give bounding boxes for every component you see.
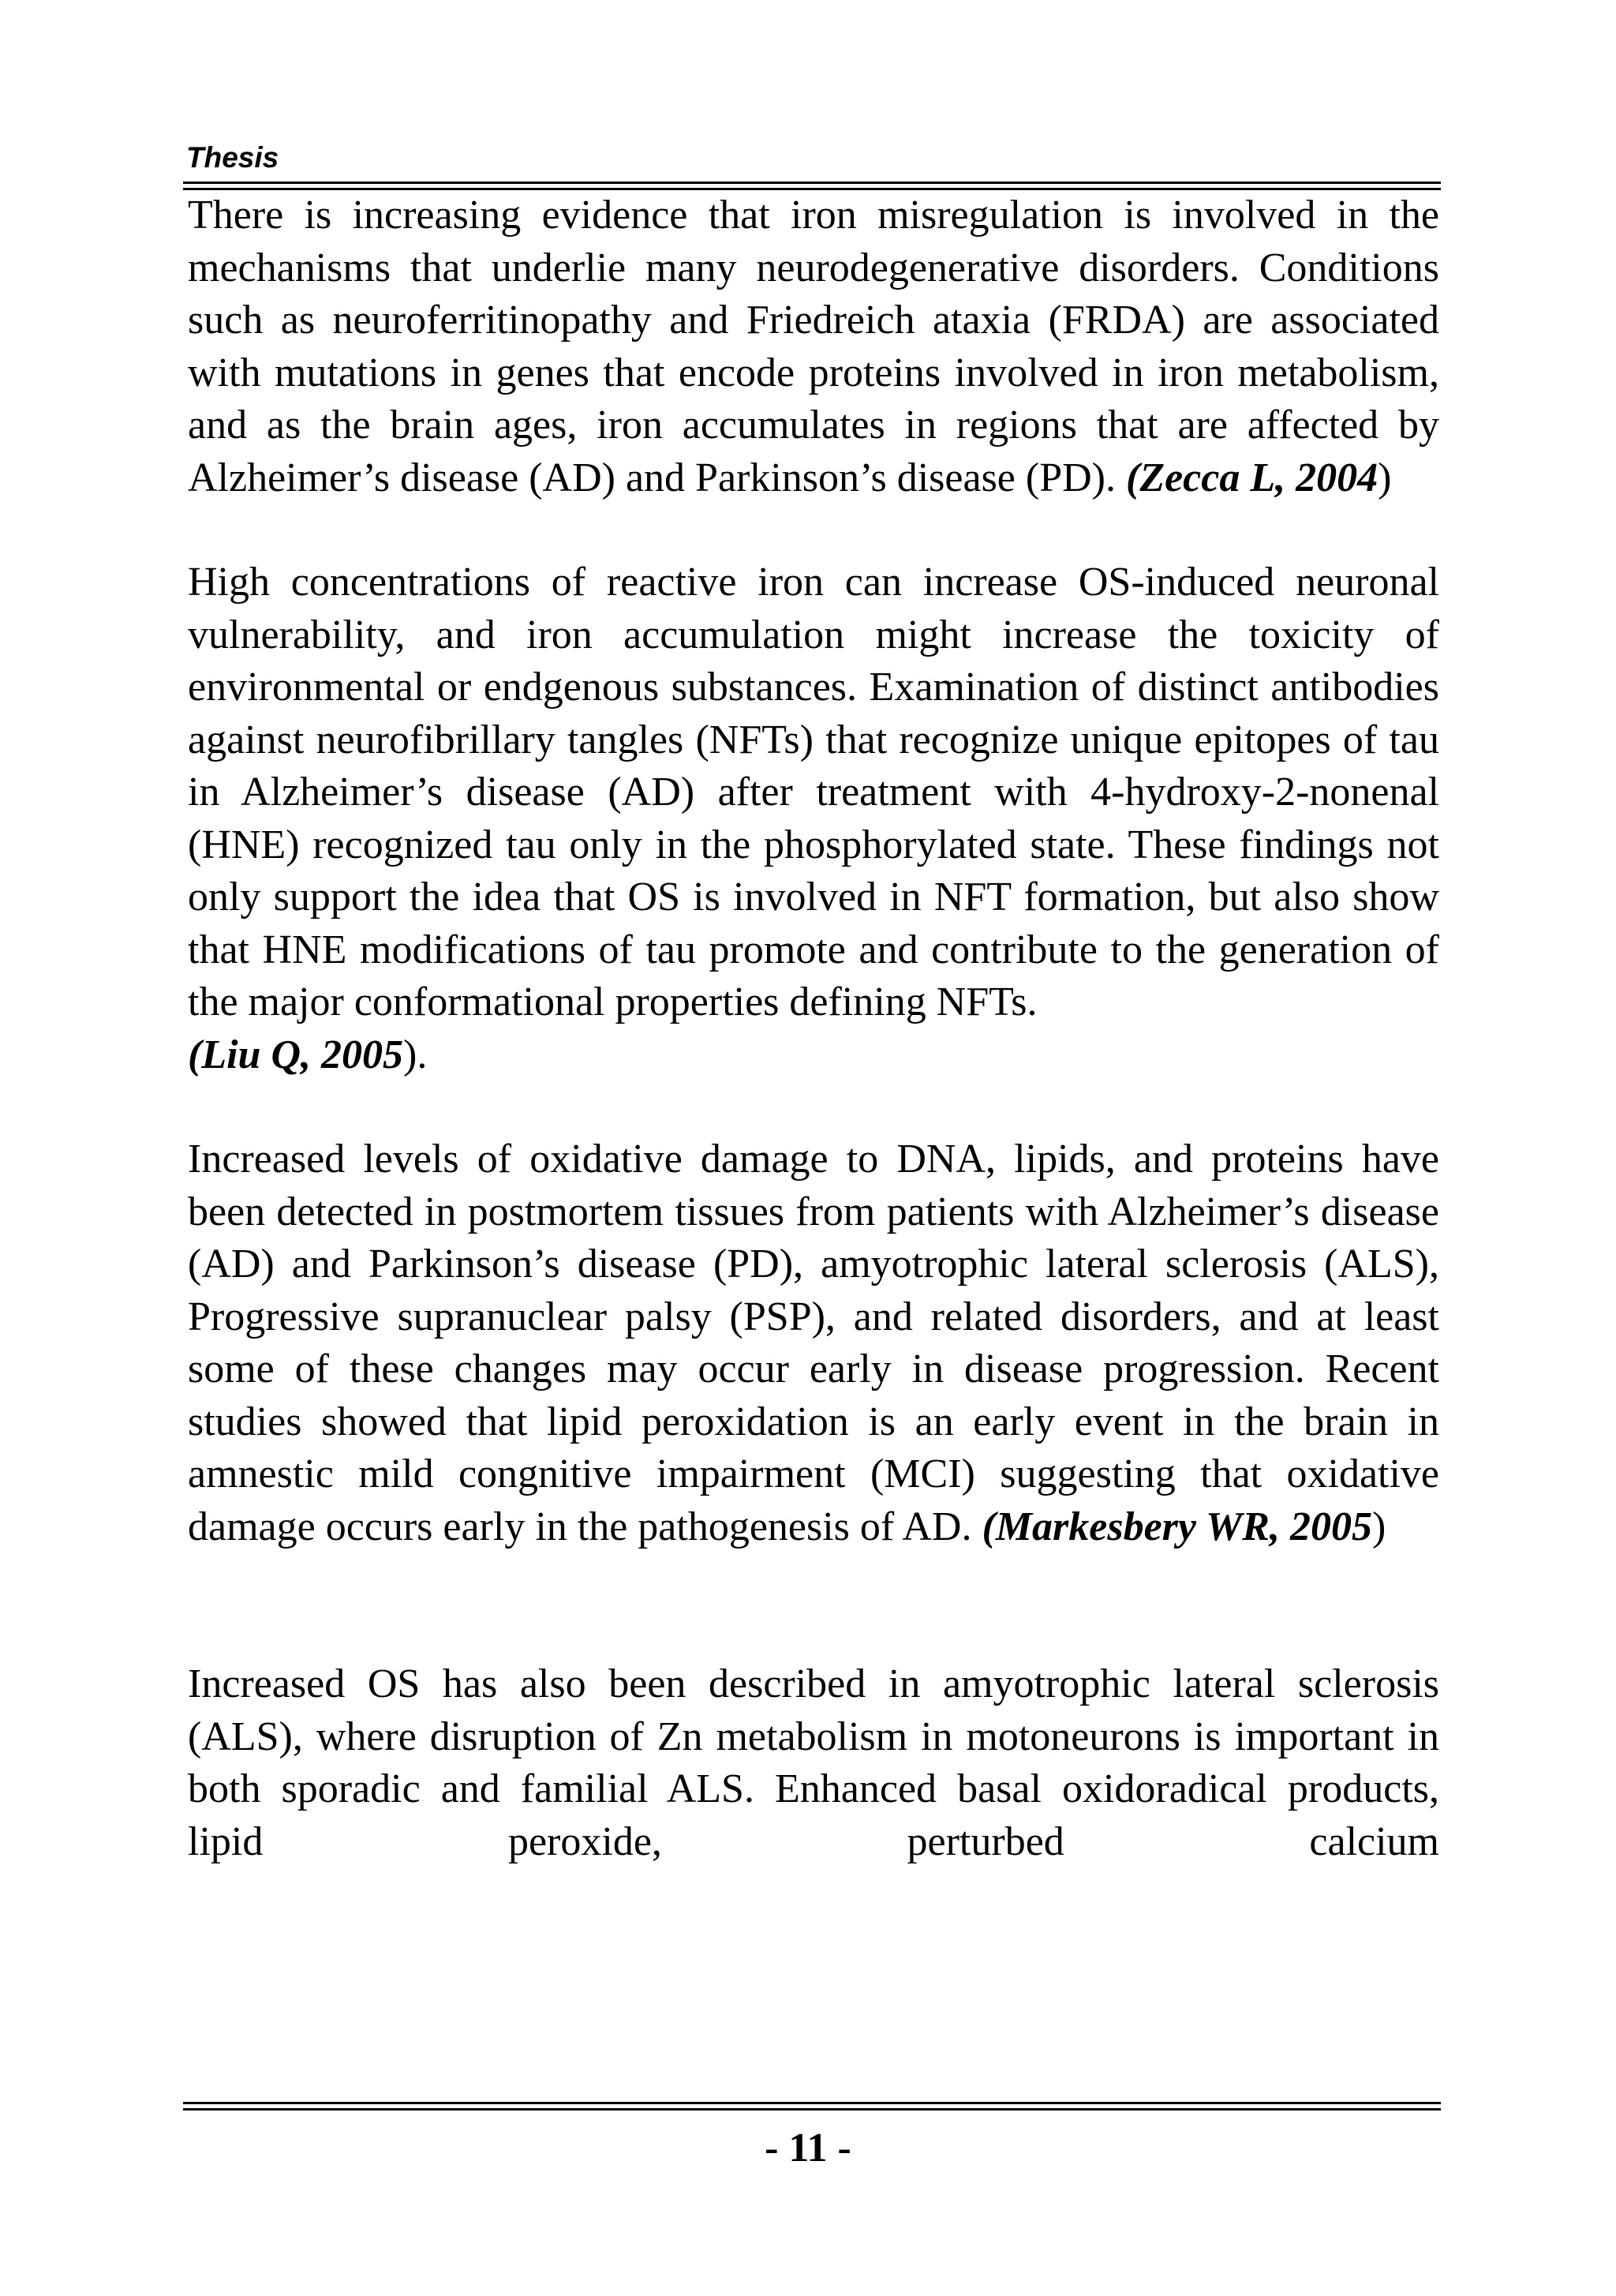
citation: (Liu Q, 2005: [188, 1032, 403, 1077]
paragraph-iron-misregulation: [188, 189, 1439, 504]
paragraph-text: There is increasing evidence that iron misregulation is involved in the mechanisms that underlie many neurodegenerative disorders. Conditions such as neuroferritinopathy and Friedreich ataxia (FRDA) are associated with mutations in genes that encode proteins involved in iron metabolism, and as the brain ages, iron accumulates in regions that are affected by Alzheimer’s disease (AD) and Parkinson’s disease (PD).: [188, 193, 1439, 500]
page-number: - 11 -: [765, 2126, 851, 2171]
paragraph-als: [188, 1658, 1439, 1868]
footer-rule-lower: [183, 2108, 1441, 2111]
paragraph-reactive-iron: [188, 556, 1439, 1081]
citation: (Markesbery WR, 2005: [982, 1504, 1372, 1549]
citation-tail: ): [1378, 455, 1392, 500]
citation-tail: ).: [403, 1032, 428, 1077]
paragraph-text: Increased levels of oxidative damage to DNA, lipids, and proteins have been detected in postmortem tissues from patients with Alzheimer’s disease (AD) and Parkinson’s disease (PD), amyotrophic lateral sclerosis (ALS), Progressive supranuclear palsy (PSP), and related disorders, and at least some of these changes may occur early in disease progression. Recent studies showed that lipid peroxidation is an early event in the brain in amnestic mild congnitive impairment (MCI) suggesting that oxidative damage occurs early in the pathogenesis of AD.: [188, 1137, 1439, 1549]
paragraph-text: High concentrations of reactive iron can increase OS-induced neuronal vulnerability, and iron accumulation might increase the toxicity of environmental or endgenous substances. Examination of distinct antibodies against neurofibrillary tangles (NFTs) that recognize unique epitopes of tau in Alzheimer’s disease (AD) after treatment with 4-hydroxy-2-nonenal (HNE) recognized tau only in the phosphorylated state. These findings not only support the idea that OS is involved in NFT formation, but also show that HNE modifications of tau promote and contribute to the generation of the major conformational properties defining NFTs.: [188, 560, 1439, 1024]
paragraph-text: Increased OS has also been described in amyotrophic lateral sclerosis (ALS), where disruption of Zn metabolism in motoneurons is important in both sporadic and familial ALS. Enhanced basal oxidoradical products, lipid peroxide, perturbed calcium: [188, 1661, 1439, 1864]
paragraph-gap: [188, 504, 1439, 556]
paragraph-oxidative-damage: [188, 1133, 1439, 1553]
paragraph-gap: [188, 1553, 1439, 1658]
citation-tail: ): [1371, 1504, 1386, 1549]
running-header: Thesis: [186, 141, 279, 174]
footer-rule-upper: [183, 2102, 1441, 2104]
citation: (Zecca L, 2004: [1126, 455, 1378, 500]
header-rule-upper: [183, 182, 1441, 184]
paragraph-gap: [188, 1081, 1439, 1133]
body-text: [188, 189, 1439, 1868]
